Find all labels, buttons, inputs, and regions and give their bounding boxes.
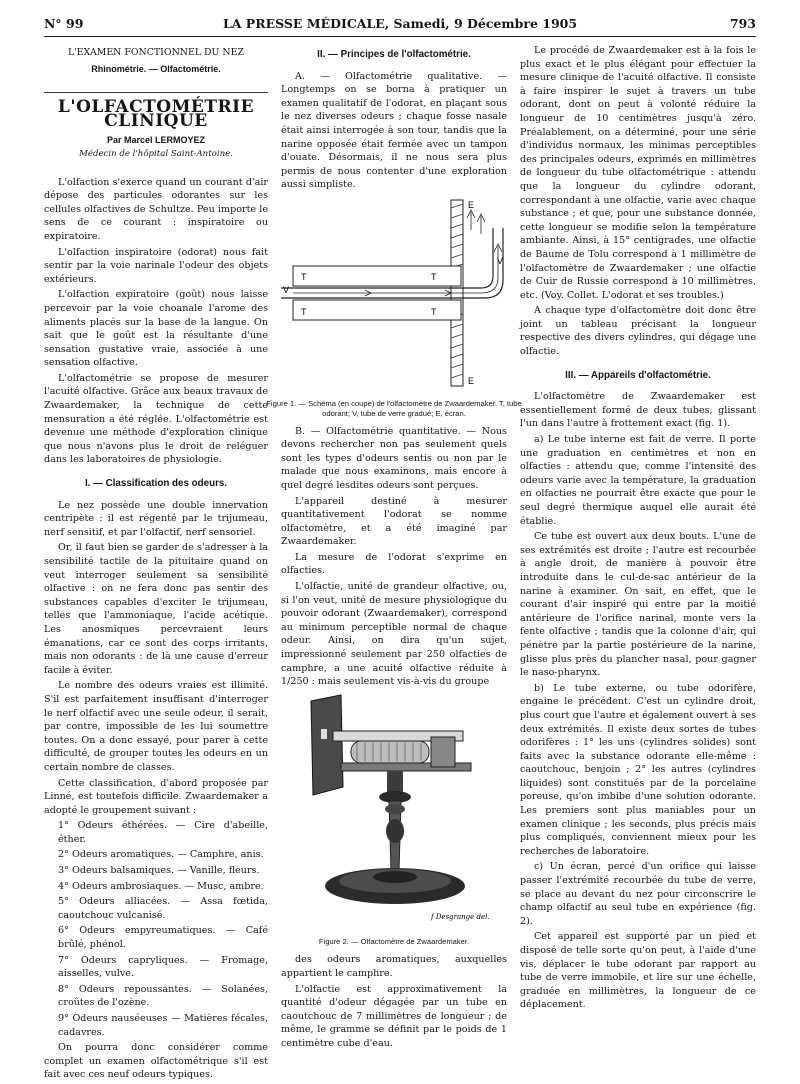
label-t: T <box>431 271 437 282</box>
paragraph: Le nombre des odeurs vraies est illimité. S'il est parfaitement insuffisant d'interroger le nerf olfactif avec une seule odeur, il serait, par contre, impossible de les lui soumettre toutes. On a donc essayé, pour parer à cette difficulté, de grouper toutes les odeurs en un certain nombre de classes. <box>44 680 268 773</box>
figure-1 <box>281 194 507 397</box>
page-number: 793 <box>729 16 756 31</box>
paragraph: Le nez possède une double innervation centripète : il est régenté par le trijumeau, nerf sensitif, et par l'olfactif, nerf sensoriel. <box>44 499 268 538</box>
running-header <box>44 14 756 37</box>
paragraph: L'appareil destiné à mesurer quantitativement l'odorat se nomme olfactomètre, et a été imaginé par Zwaardemaker. <box>281 495 507 548</box>
journal-title: LA PRESSE MÉDICALE, Samedi, 9 Décembre 1905 <box>222 16 578 31</box>
paragraph: A. — Olfactométrie qualitative. — Longtemps on se borna à pratiquer un examen qualitatif de l'odorat, en plaçant sous le nez diverses odeurs ; chaque fosse nasale était ainsi interrogée à son tour, tandis que la narine opposée était fermée avec un tampon d'ouate. Désormais, il ne nous sera plus permis de nous contenter d'une exploration aussi simpliste. <box>281 70 507 191</box>
screen-plate <box>311 695 343 795</box>
paragraph: c) Un écran, percé d'un orifice qui laisse passer l'extrémité recourbée du tube de verre, se place au devant du nez pour circonscrire le champ olfactif au seul tube en expérience (fig. 2). <box>520 861 756 927</box>
section-heading: II. — Principes de l'olfactométrie. <box>317 49 471 60</box>
list-item: 5° Odeurs alliacées. — Assa fœtida, caoutchouc vulcanisé. <box>58 896 268 921</box>
stand-ring <box>385 804 405 814</box>
issue-number: N° 99 <box>44 16 84 31</box>
figure-2 <box>281 691 507 936</box>
paragraph: A chaque type d'olfactomètre doit donc être joint un tableau précisant la longueur respective des divers cylindres, qui dégage une olfactie. <box>520 305 756 358</box>
label-e-top: E <box>468 199 475 210</box>
list-item: 2° Odeurs aromatiques. — Camphre, anis. <box>58 849 264 861</box>
olfactometer-engraving <box>281 691 507 931</box>
paragraph: des odeurs aromatiques, auxquelles appartient le camphre. <box>281 954 507 979</box>
section-heading: I. — Classification des odeurs. <box>84 478 228 490</box>
column-3 <box>520 44 756 1014</box>
paragraph: L'olfactométrie se propose de mesurer l'acuité olfactive. Grâce aux beaux travaux de Zwaardemaker, la technique de cette mensuration a été réglée. L'olfactométrie est devenue une méthode d'exploration clinique que nous n'avons plus le droit de reléguer dans les laboratoires de physiologie. <box>44 372 268 466</box>
engraver-signature: f Desgrange del. <box>431 912 490 921</box>
screw-block <box>431 737 455 767</box>
paragraph: b) Le tube externe, ou tube odorifère, engaine le précédent. C'est un cylindre droit, plus court que l'autre et également ouvert à ses deux extrémités. Il existe deux sortes de tubes odorifères : 1° les uns (cylindres solides) sont faits avec la substance odorante elle-même : caoutchouc, benjoin ; 2° les autres (cylindres liquides) sont constitués par de la porcelaine poreuse, qu'on imbibe d'une solution odorante. Les premiers sont plus maniables pour un examen clinique ; les seconds, plus précis mais plus compliqués, conviennent mieux pour les recherches de laboratoire. <box>520 682 756 857</box>
list-item: 9° Odeurs nauséeuses — Matières fécales, cadavres. <box>58 1013 268 1038</box>
label-t: T <box>301 306 307 317</box>
label-e-bottom: E <box>468 375 475 386</box>
label-v: V <box>497 255 504 266</box>
author-affiliation: Médecin de l'hôpital Saint-Antoine. <box>79 148 233 159</box>
paragraph: L'olfactie, unité de grandeur olfactive, ou, si l'on veut, unité de mesure physiologique du pouvoir odorant (Zwaardemaker), correspond au minimum perceptible normal de chaque odeur. Ainsi, on dira qu'un sujet, impressionné seulement par 250 olfacties de camphre, a une acuité olfactive réduite à 1/250 : mais seulement vis-à-vis du groupe <box>281 581 507 688</box>
paragraph: B. — Olfactométrie quantitative. — Nous devons rechercher non pas seulement quels sont les types d'odeurs sentis ou non par le malade que nous examinons, mais encore à quel degré lesdites odeurs sont perçues. <box>281 425 507 491</box>
paragraph: Cet appareil est supporté par un pied et disposé de telle sorte qu'on peut, à l'aide d'une vis, déplacer le tube odorant par rapport au tube de verre immobile, et lire sur une échelle, graduée en millimètres, la longueur de ce déplacement. <box>520 931 756 1011</box>
paragraph: Or, il faut bien se garder de s'adresser à la sensibilité tactile de la pituitaire quand on veut interroger seulement sa sensibilité olfactive : on ne fera donc pas sentir des substances capables d'exciter le trijumeau, telles que l'ammoniaque, l'acide acétique. Les anosmiques percevraient leurs émanations, car ce sont des corps irritants, mais non odorants : de là une cause d'erreur facile à éviter. <box>44 542 268 676</box>
paragraph: Ce tube est ouvert aux deux bouts. L'une de ses extrémités est droite ; l'autre est recourbée à angle droit, de manière à pouvoir être introduite dans le cul-de-sac antérieur de la narine à examiner. On sait, en effet, que le courant d'air inspiré qui entre par la moitié antérieure de l'orifice narinal, monte vers la fente olfactive ; tandis que la colonne d'air, qui pénètre par la partie postérieure de la narine, glisse plus près du plancher nasal, pour gagner le naso-pharynx. <box>520 531 756 679</box>
paragraph: Cette classification, d'abord proposée par Linné, est toutefois difficile. Zwaardemaker a adopté le groupement suivant : <box>44 777 268 816</box>
list-item: 7° Odeurs capryliques. — Fromage, aisselles, vulve. <box>58 954 268 980</box>
column-1 <box>44 44 268 1084</box>
paragraph: L'olfaction inspiratoire (odorat) nous fait sentir par la voie narinale l'odeur des objets extérieurs. <box>44 246 268 285</box>
label-v: V <box>283 284 290 295</box>
column-2 <box>266 44 522 1053</box>
figure-2-caption: Figure 2. — Olfactomètre de Zwaardemaker. <box>318 937 470 947</box>
series-heading: L'EXAMEN FONCTIONNEL DU NEZ <box>67 47 244 58</box>
figure-1-caption: Figure 1. — Schéma (en coupe) de l'olfactomètre de Zwaardemaker. T, tube odorant; V, tube de verre gradué; E, écran. <box>266 398 522 418</box>
list-item: 3° Odeurs balsamiques. — Vanille, fleurs. <box>58 865 260 877</box>
label-t: T <box>301 271 307 282</box>
paragraph: L'olfaction expiratoire (goût) nous laisse percevoir par la voie choanale l'arome des aliments placés sur la base de la langue. On sait que le goût est la résultante d'une sensation gustative vraie, associée à une sensation olfactive. <box>44 289 268 369</box>
paragraph: a) Le tube interne est fait de verre. Il porte une graduation en centimètres et non en olfacties : attendu que, comme l'intensité des odeurs varie avec la température, la graduation en olfacties ne pourrait être exacte que pour le seul degré thermique auquel elle aurait été établie. <box>520 434 756 527</box>
screen-hole <box>321 729 327 739</box>
odor-list <box>44 819 268 1039</box>
odorant-cylinder <box>351 741 429 763</box>
paragraph: Le procédé de Zwaardemaker est à la fois le plus exact et le plus élégant pour effectuer la mesure clinique de l'acuité olfactive. Il consiste à faire inspirer le sujet à travers un tube odorant, dont on peut à volonté réduire la longueur de 10 centimètres jusqu'à zéro. Préalablement, on a déterminé, pour une série d'individus normaux, les minimas perceptibles des principales odeurs, exprimés en millimètres de longueur du tube olfactométrique : attendu que la longueur du cylindre odorant, correspondant à une olfactie, varie avec chaque substance ; et que, pour une substance donnée, cette longueur se modifie selon la température ambiante. Ainsi, à 15° centigrades, une olfactie de Baume de Tolu correspond à 1 millimètre de l'olfactomètre de Zwaardemaker ; une olfactie de Cuir de Russie correspond à 10 millimètres, etc. (Voy. Collet. L'odorat et ses troubles.) <box>520 45 756 301</box>
list-item: 8° Odeurs repoussantes. — Solanées, croûtes de l'ozène. <box>58 983 268 1009</box>
paragraph: L'olfaction s'exerce quand un courant d'air dépose des particules odorantes sur les cellules olfactives de Schultze. Peu importe le sens de ce courant : inspiratoire ou expiratoire. <box>44 176 268 242</box>
paragraph: L'olfactomètre de Zwaardemaker est essentiellement formé de deux tubes, glissant l'un dans l'autre à frottement exact (fig. 1). <box>520 391 756 430</box>
paragraph: On pourra donc considérer comme complet un examen olfactométrique s'il est fait avec ces neuf odeurs typiques. <box>44 1042 268 1081</box>
list-item: 1° Odeurs éthérées. — Cire d'abeille, éther. <box>58 820 268 845</box>
olfactometer-diagram <box>281 194 507 392</box>
stand-bulb <box>386 819 404 843</box>
list-item: 4° Odeurs ambrosiaques. — Musc, ambre. <box>58 880 264 892</box>
list-item: 6° Odeurs empyreumatiques. — Café brûlé, phénol. <box>58 925 268 951</box>
paragraph: L'olfactie est approximativement la quantité d'odeur dégagée par un tube en caoutchouc de 7 millimètres de longueur ; de même, le gramme se définit par le poids de 1 centimètre cube d'eau. <box>281 983 507 1049</box>
stand-collar <box>387 771 403 793</box>
stand-foot <box>373 871 417 883</box>
series-subtitle: Rhinométrie. — Olfactométrie. <box>91 63 221 74</box>
paragraph: La mesure de l'odorat s'exprime en olfacties. <box>281 551 507 577</box>
label-t: T <box>431 306 437 317</box>
article-title: L'OLFACTOMÉTRIE CLINIQUE <box>44 92 268 128</box>
section-heading: III. — Appareils d'olfactométrie. <box>565 369 711 381</box>
article-author: Par Marcel LERMOYEZ <box>106 135 206 146</box>
